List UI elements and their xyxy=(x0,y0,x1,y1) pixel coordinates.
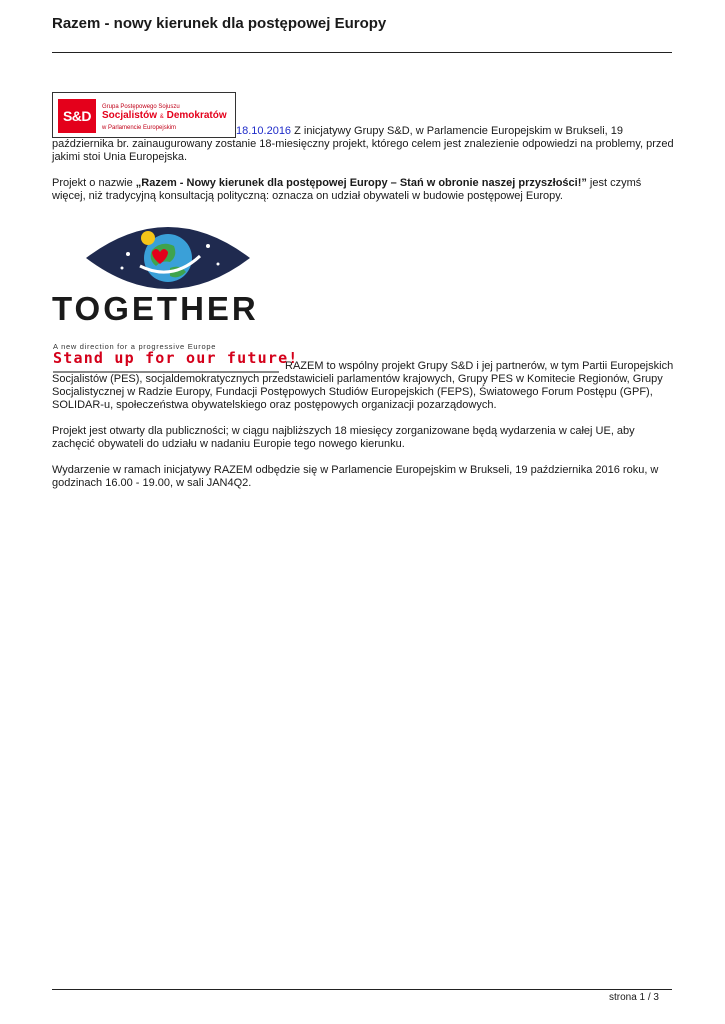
paragraph-project-name xyxy=(52,177,674,203)
header-divider xyxy=(52,52,672,53)
paragraph-project-name-before: Projekt o nazwie xyxy=(52,177,136,189)
together-wordmark: TOGETHER xyxy=(52,290,259,327)
sd-logo-line3: w Parlamencie Europejskim xyxy=(102,125,177,131)
together-logo-image xyxy=(52,216,299,373)
page-number: strona 1 / 3 xyxy=(608,992,659,1003)
date-link[interactable]: 18.10.2016 xyxy=(236,125,292,137)
sd-logo-line1: Grupa Postępowego Sojuszu xyxy=(102,104,180,110)
paragraph-project-name-after: jest czymś więcej, niż tradycyjną konsultacją polityczną: oznacza on udział obywateli w budowie postępowej Europy. xyxy=(52,177,642,202)
paragraph-partners-text: RAZEM to wspólny projekt Grupy S&D i jej partnerów, w tym Partii Europejskich Socjalistów (PES), socjaldemokratycznych przedstawicieli parlamentów krajowych, Grupy PES w Komitecie Regionów, Grupy Socjalistycznej w Radzie Europy, Fundacji Postępowych Studiów Europejskich (FEPS), Światowego Forum Postępu (GPF), SOLIDAR-u, społeczeństwa obywatelskiego oraz postępowych organizacji pozarządowych. xyxy=(52,360,674,411)
sd-logo-image xyxy=(52,92,236,138)
footer-divider xyxy=(52,989,672,990)
paragraph-intro xyxy=(52,92,674,164)
project-name-bold: „Razem - Nowy kierunek dla postępowej Europy – Stań w obronie naszej przyszłości!” xyxy=(135,177,587,189)
article-body xyxy=(52,92,674,503)
sd-logo-line2: Socjalistów & Demokratów xyxy=(102,110,227,121)
together-subtitle: A new direction for a progressive Europe xyxy=(53,342,217,351)
paragraph-open-public: Projekt jest otwarty dla publiczności; w ciągu najbliższych 18 miesięcy zorganizowane będą wydarzenia w całej UE, aby zachęcić obywateli do udziału w nadaniu Europie tego nowego kierunku. xyxy=(52,425,635,450)
paragraph-partners xyxy=(52,216,674,412)
page-title: Razem - nowy kierunek dla postępowej Europy xyxy=(52,15,387,32)
slogan-underline xyxy=(53,371,279,373)
paragraph-intro-text: Z inicjatywy Grupy S&D, w Parlamencie Europejskim w Brukseli, 19 października br. zainaugurowany zostanie 18-miesięczny projekt, którego celem jest znalezienie odpowiedzi na problemy, przed jakimi stoi Unia Europejska. xyxy=(52,125,674,163)
sd-badge: S&D xyxy=(58,99,96,133)
eye-globe-icon xyxy=(82,216,254,298)
together-slogan: Stand up for our future! xyxy=(53,349,299,367)
paragraph-event: Wydarzenie w ramach inicjatywy RAZEM odbędzie się w Parlamencie Europejskim w Brukseli, 19 października 2016 roku, w godzinach 16.00 - 19.00, w sali JAN4Q2. xyxy=(52,464,659,489)
